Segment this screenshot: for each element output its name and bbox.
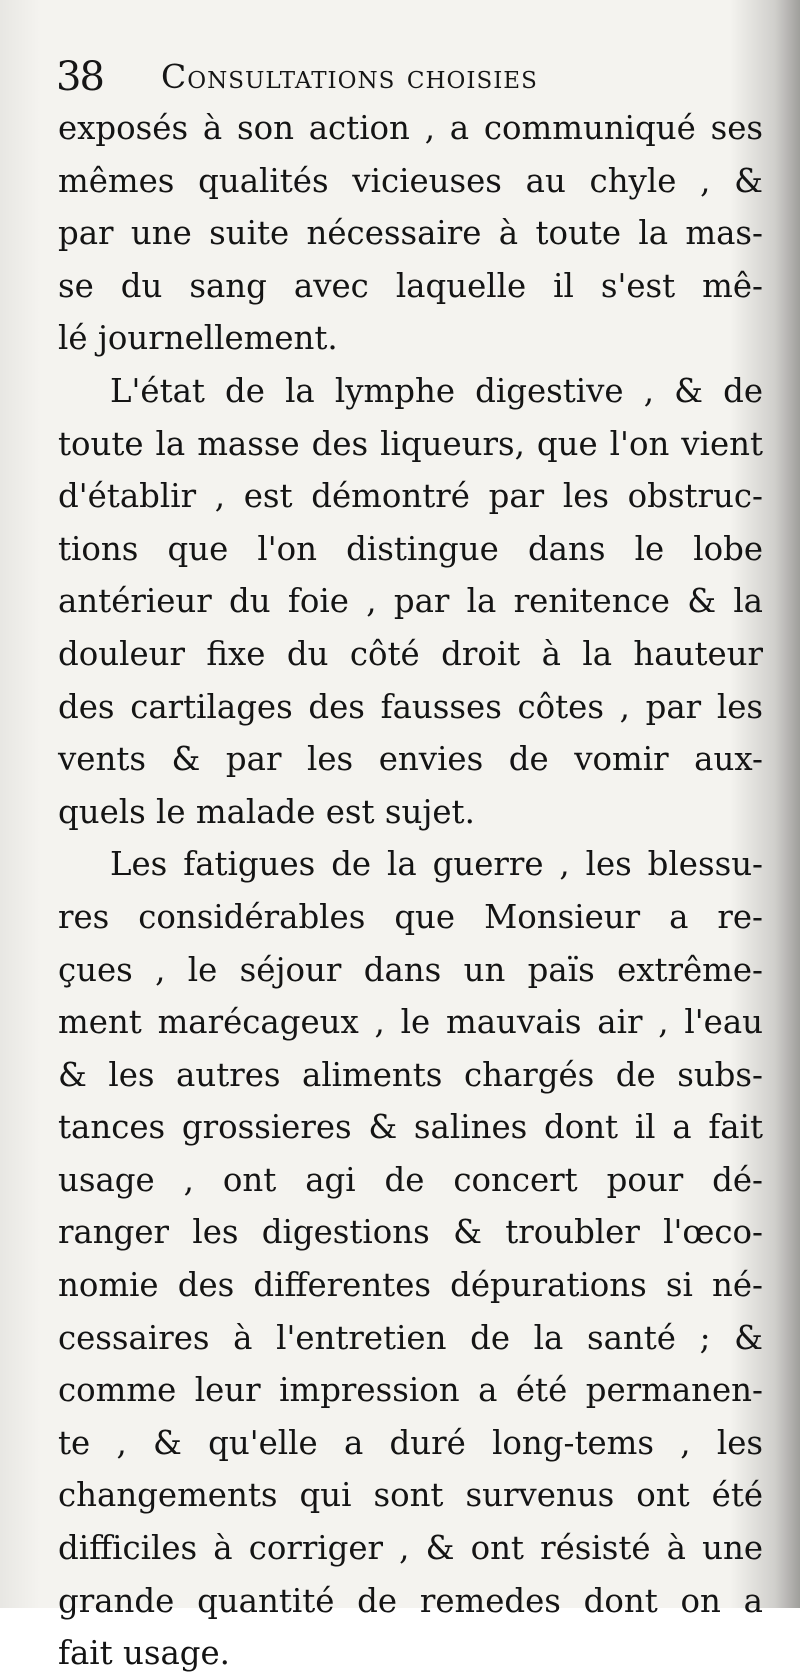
page-number: 38 <box>56 54 103 100</box>
text-line: mêmes qualités vicieuses au chyle , & <box>58 161 763 200</box>
text-line: usage , ont agi de concert pour dé- <box>58 1160 763 1199</box>
text-line: se du sang avec laquelle il s'est mê- <box>58 266 763 305</box>
text-line: difficiles à corriger , & ont résisté à une <box>58 1529 763 1568</box>
text-line: te , & qu'elle a duré long-tems , les <box>58 1423 763 1462</box>
page-header <box>56 52 776 102</box>
text-line: L'état de la lymphe digestive , & de <box>110 371 763 410</box>
text-line: tions que l'on distingue dans le lobe <box>58 529 763 568</box>
text-line: tances grossieres & salines dont il a fait <box>58 1108 763 1147</box>
text-line: douleur fixe du côté droit à la hauteur <box>58 634 763 673</box>
running-title: Consultations choisies <box>161 57 538 96</box>
text-line: & les autres aliments chargés de subs- <box>58 1055 763 1094</box>
text-line: des cartilages des fausses côtes , par les <box>58 687 763 726</box>
text-line: res considérables que Monsieur a re- <box>58 897 763 936</box>
text-line: ment marécageux , le mauvais air , l'eau <box>58 1003 763 1042</box>
text-line: Les fatigues de la guerre , les blessu- <box>110 845 763 884</box>
text-line: ranger les digestions & troubler l'œco- <box>58 1213 763 1252</box>
text-line: par une suite nécessaire à toute la mas- <box>58 214 763 253</box>
text-line: d'établir , est démontré par les obstruc- <box>58 477 763 516</box>
body-text <box>58 102 763 1680</box>
text-line: çues , le séjour dans un païs extrême- <box>58 950 763 989</box>
text-line: changements qui sont survenus ont été <box>58 1476 763 1515</box>
text-line: grande quantité de remedes dont on a <box>58 1581 763 1620</box>
text-line: lé journellement. <box>58 319 338 358</box>
text-line: cessaires à l'entretien de la santé ; & <box>58 1318 763 1357</box>
text-line: antérieur du foie , par la renitence & la <box>58 582 763 621</box>
text-line: exposés à son action , a communiqué ses <box>58 109 763 147</box>
text-line: fait usage. <box>58 1634 230 1673</box>
text-line: comme leur impression a été permanen- <box>58 1371 763 1410</box>
text-line: toute la masse des liqueurs, que l'on vient <box>58 424 763 463</box>
text-line: vents & par les envies de vomir aux- <box>58 740 763 779</box>
text-line: nomie des differentes dépurations si né- <box>58 1266 763 1305</box>
text-line: quels le malade est sujet. <box>58 792 475 831</box>
